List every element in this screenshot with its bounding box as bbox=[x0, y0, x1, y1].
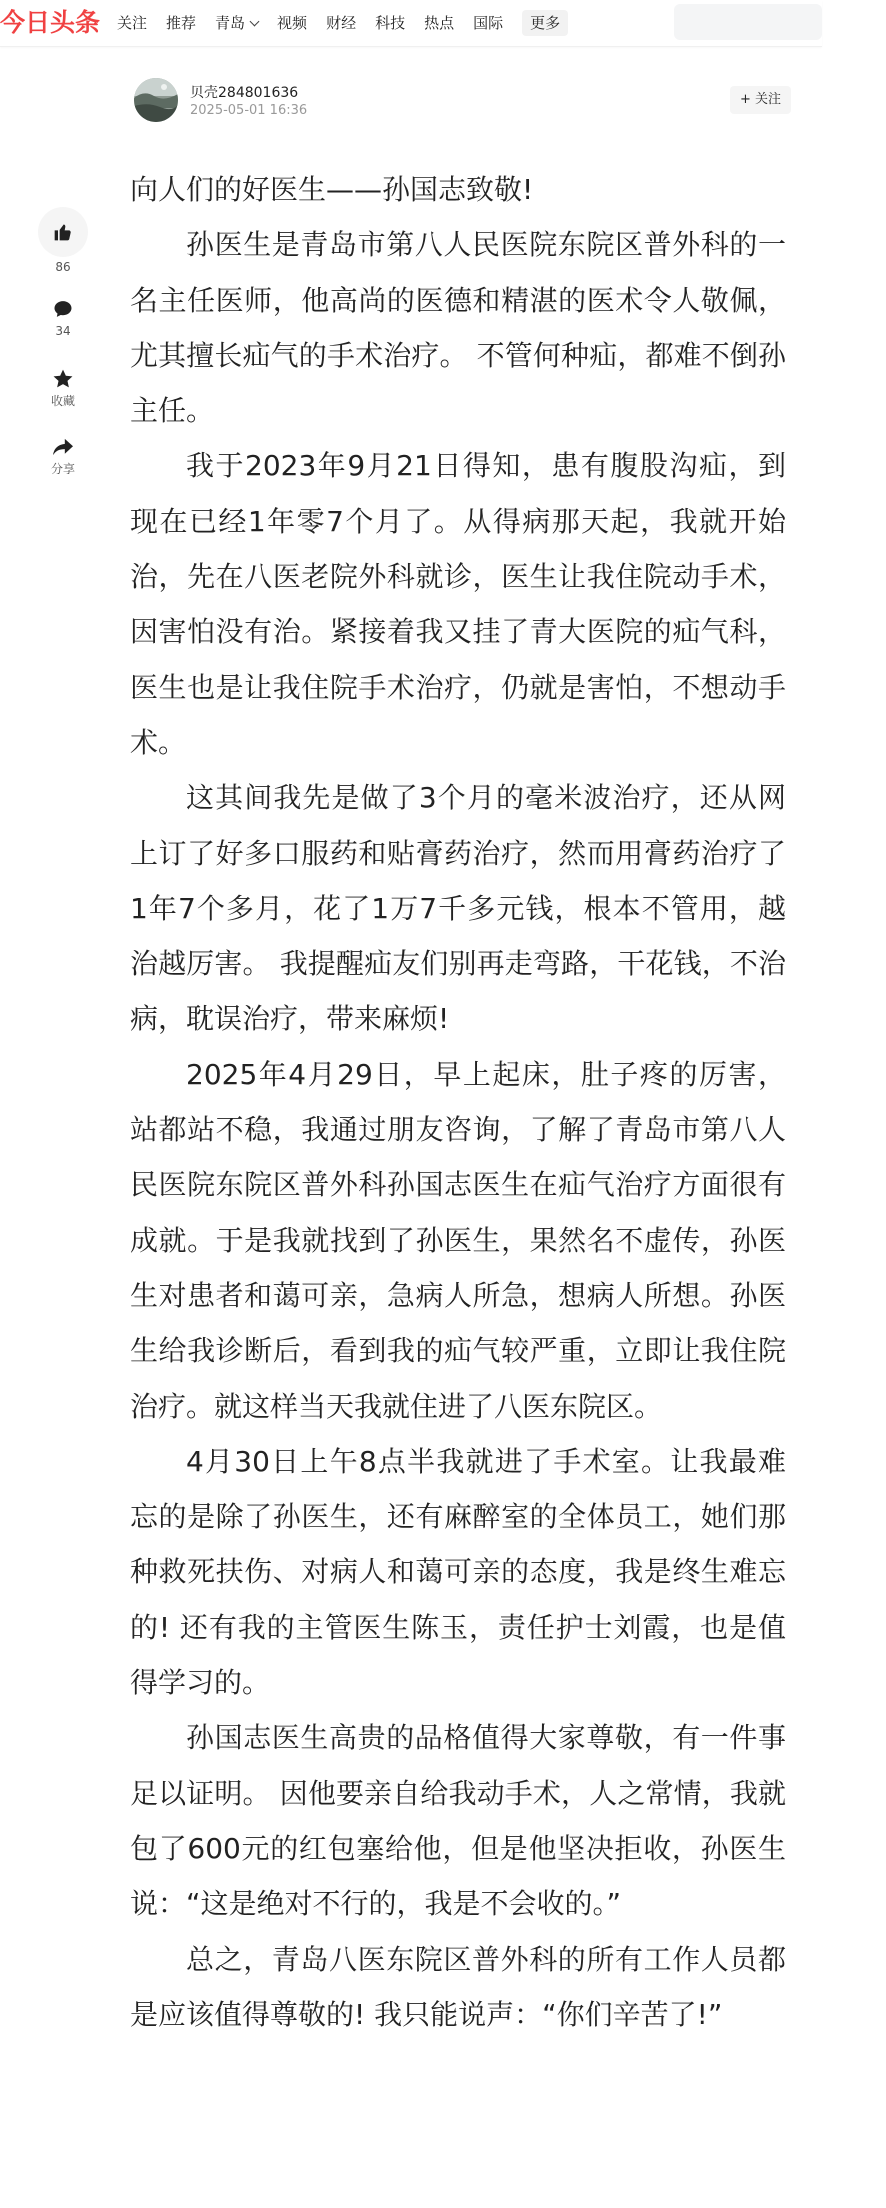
channel-nav bbox=[117, 12, 568, 34]
toutiao-logo[interactable]: 今日头条 bbox=[0, 8, 101, 37]
follow-button[interactable]: + 关注 bbox=[730, 86, 791, 114]
collect-icon-wrap bbox=[38, 367, 88, 391]
article-paragraph: 我于2023年9月21日得知，患有腹股沟疝，到现在已经1年零7个月了。从得病那天起，我就开始治，先在八医老院外科就诊，医生让我住院动手术，因害怕没有治。紧接着我又挂了青大医院的疝气科，医生也是让我住院手术治疗，仍就是害怕，不想动手术。 bbox=[130, 449, 786, 759]
top-nav-bar bbox=[0, 0, 822, 47]
collect-button[interactable] bbox=[38, 367, 88, 409]
nav-item-follow[interactable]: 关注 bbox=[117, 14, 148, 32]
publish-time: 2025-05-01 16:36 bbox=[190, 103, 308, 118]
article-paragraph: 总之，青岛八医东院区普外科的所有工作人员都是应该值得尊敬的! 我只能说声：“你们辛苦了!” bbox=[130, 1942, 786, 2031]
nav-item-video[interactable]: 视频 bbox=[277, 14, 308, 32]
nav-item-finance[interactable]: 财经 bbox=[326, 14, 357, 32]
article-paragraph: 这其间我先是做了3个月的毫米波治疗，还从网上订了好多口服药和贴膏药治疗，然而用膏药治疗了1年7个多月，花了1万7千多元钱，根本不管用，越治越厉害。 我提醒疝友们别再走弯路，干花钱，不治病，耽误治疗，带来麻烦! bbox=[130, 781, 786, 1036]
like-icon-wrap bbox=[38, 207, 88, 257]
nav-item-tech[interactable]: 科技 bbox=[375, 14, 406, 32]
author-name[interactable]: 贝壳284801636 bbox=[190, 85, 299, 101]
article-body bbox=[130, 162, 786, 2042]
share-icon-wrap bbox=[38, 435, 88, 459]
thumbs-up-icon bbox=[53, 222, 73, 242]
nav-item-qingdao-label: 青岛 bbox=[215, 14, 246, 32]
article-paragraph: 孙医生是青岛市第八人民医院东院区普外科的一名主任医师，他高尚的医德和精湛的医术令人敬佩，尤其擅长疝气的手术治疗。 不管何种疝，都难不倒孙主任。 bbox=[130, 228, 786, 428]
chevron-down-icon bbox=[250, 16, 260, 26]
nav-item-qingdao[interactable] bbox=[215, 12, 258, 34]
comment-icon-wrap bbox=[38, 297, 88, 321]
share-label: 分享 bbox=[50, 462, 75, 476]
article-paragraph: 4月30日上午8点半我就进了手术室。让我最难忘的是除了孙医生，还有麻醉室的全体员工，她们那种救死扶伤、对病人和蔼可亲的态度，我是终生难忘的! 还有我的主管医生陈玉，责任护士刘霞，也是值得学习的。 bbox=[130, 1444, 786, 1700]
article-title-line: 向人们的好医生——孙国志致敬! bbox=[130, 173, 534, 206]
nav-more-button[interactable]: 更多 bbox=[522, 10, 568, 36]
nav-item-hot[interactable]: 热点 bbox=[424, 14, 455, 32]
nav-item-international[interactable]: 国际 bbox=[473, 14, 504, 32]
like-button[interactable] bbox=[38, 207, 88, 275]
author-bar bbox=[134, 78, 794, 124]
share-button[interactable] bbox=[38, 435, 88, 477]
article-paragraph: 2025年4月29日，早上起床，肚子疼的厉害，站都站不稳，我通过朋友咨询，了解了青岛市第八人民医院东院区普外科孙国志医生在疝气治疗方面很有成就。于是我就找到了孙医生，果然名不虚传，孙医生对患者和蔼可亲，急病人所急，想病人所想。孙医生给我诊断后，看到我的疝气较严重，立即让我住院治疗。就这样当天我就住进了八医东院区。 bbox=[130, 1057, 786, 1423]
comment-button[interactable] bbox=[38, 297, 88, 339]
article-paragraph: 孙国志医生高贵的品格值得大家尊敬，有一件事足以证明。 因他要亲自给我动手术，人之常情，我就包了600元的红包塞给他，但是他坚决拒收，孙医生说：“这是绝对不行的，我是不会收的。” bbox=[130, 1721, 786, 1921]
avatar-image bbox=[134, 78, 178, 122]
comment-count: 34 bbox=[55, 324, 71, 338]
star-icon bbox=[52, 368, 74, 390]
share-icon bbox=[52, 437, 74, 457]
avatar[interactable] bbox=[134, 78, 178, 122]
comment-icon bbox=[53, 299, 73, 319]
search-input[interactable] bbox=[674, 4, 822, 40]
collect-label: 收藏 bbox=[50, 394, 75, 408]
nav-item-recommend[interactable]: 推荐 bbox=[166, 14, 197, 32]
like-count: 86 bbox=[55, 260, 71, 274]
